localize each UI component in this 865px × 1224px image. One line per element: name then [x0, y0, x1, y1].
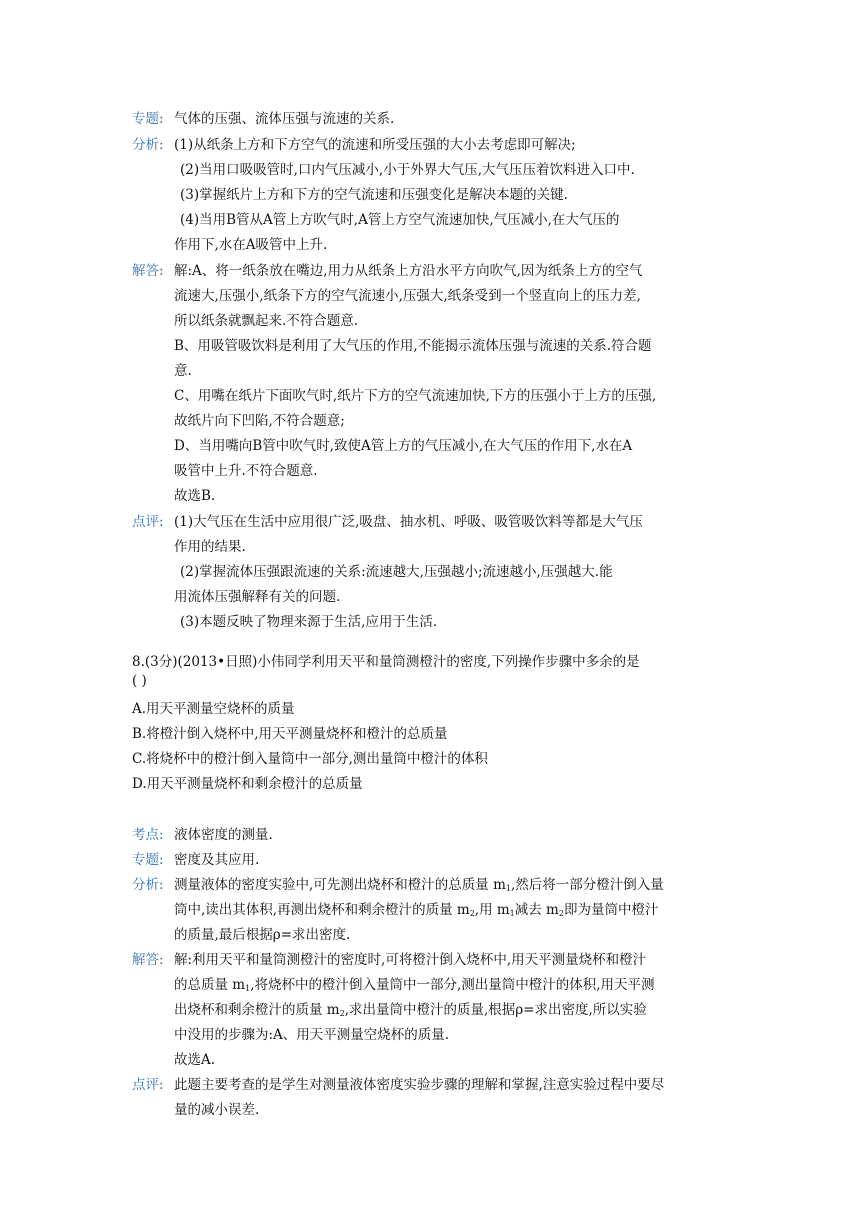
jieda-line: 故选B. [174, 488, 216, 504]
fenxi-row [132, 133, 737, 153]
jieda-row [132, 259, 737, 279]
option-c: C.将烧杯中的橙汁倒入量筒中一部分,测出量筒中橙汁的体积 [132, 751, 488, 767]
dianping-line: (1)大气压在生活中应用很广泛,吸盘、抽水机、呼吸、吸管吸饮料等都是大气压 [174, 514, 643, 530]
jieda-line: 中没用的步骤为:A、用天平测量空烧杯的质量. [174, 1027, 450, 1043]
jieda-line: 所以纸条就飘起来.不符合题意. [174, 313, 359, 329]
jieda-line: 意. [174, 363, 192, 379]
kaodian-label: 考点: [132, 827, 164, 843]
fenxi-line: (3)掌握纸片上方和下方的空气流速和压强变化是解决本题的关键. [180, 187, 568, 203]
fenxi-line: 测量液体的密度实验中,可先测出烧杯和橙汁的总质量 $m_1$,然后将一部分橙汁倒入量 [174, 877, 664, 893]
jieda-row [132, 948, 737, 968]
jieda-line: 的总质量 $m_1$,将烧杯中的橙汁倒入量筒中一部分,测出量筒中橙汁的体积,用天平测 [174, 977, 655, 993]
dianping-line: (2)掌握流体压强跟流速的关系:流速越大,压强越小;流速越小,压强越大.能 [180, 564, 613, 580]
jieda-line: 故选A. [174, 1052, 216, 1068]
zhuanti-row [132, 848, 737, 868]
option-a: A.用天平测量空烧杯的质量 [132, 701, 295, 717]
fenxi-row [132, 873, 737, 893]
kaodian-text: 液体密度的测量. [174, 827, 273, 843]
dianping-row [132, 510, 737, 530]
fenxi-label: 分析: [132, 877, 164, 893]
jieda-line: 解:利用天平和量筒测橙汁的密度时,可将橙汁倒入烧杯中,用天平测量烧杯和橙汁 [174, 952, 647, 968]
option-d: D.用天平测量烧杯和剩余橙汁的总质量 [132, 776, 363, 792]
question-8-blank: ( ) [132, 673, 147, 689]
dianping-row [132, 1073, 737, 1093]
zhuanti-row [132, 107, 737, 127]
jieda-line: 故纸片向下凹陷,不符合题意; [174, 413, 345, 429]
jieda-line: C、用嘴在纸片下面吹气时,纸片下方的空气流速加快,下方的压强小于上方的压强, [174, 388, 657, 404]
jieda-label: 解答: [132, 952, 164, 968]
fenxi-line: (2)当用口吸吸管时,口内气压减小,小于外界大气压,大气压压着饮料进入口中. [180, 162, 635, 178]
fenxi-line: (4)当用B管从A管上方吹气时,A管上方空气流速加快,气压减小,在大气压的 [180, 212, 620, 228]
dianping-line: (3)本题反映了物理来源于生活,应用于生活. [180, 614, 438, 630]
fenxi-label: 分析: [132, 137, 164, 153]
zhuanti-text: 密度及其应用. [174, 852, 260, 868]
dianping-line: 作用的结果. [174, 539, 246, 555]
jieda-line: B、用吸管吸饮料是利用了大气压的作用,不能揭示流体压强与流速的关系.符合题 [174, 338, 652, 354]
zhuanti-text: 气体的压强、流体压强与流速的关系. [174, 111, 395, 127]
fenxi-line: 筒中,读出其体积,再测出烧杯和剩余橙汁的质量 $m_2$,用 $m_1$减去 $m_2$即为量筒中橙汁 [174, 902, 659, 918]
jieda-line: 出烧杯和剩余橙汁的质量 $m_2$,求出量筒中橙汁的质量,根据ρ=求出密度,所以实验 [174, 1002, 647, 1018]
jieda-line: 流速大,压强小,纸条下方的空气流速小,压强大,纸条受到一个竖直向上的压力差, [174, 288, 641, 304]
fenxi-line: 的质量,最后根据ρ=求出密度. [174, 927, 351, 943]
zhuanti-label: 专题: [132, 852, 164, 868]
question-8-stem: 8.(3分)(2013•日照)小伟同学利用天平和量筒测橙汁的密度,下列操作步骤中多余的是 [132, 654, 640, 670]
dianping-label: 点评: [132, 1077, 164, 1093]
jieda-label: 解答: [132, 263, 164, 279]
option-b: B.将橙汁倒入烧杯中,用天平测量烧杯和橙汁的总质量 [132, 726, 448, 742]
dianping-line: 用流体压强解释有关的问题. [174, 589, 341, 605]
fenxi-line: 作用下,水在A吸管中上升. [174, 237, 328, 253]
fenxi-line: (1)从纸条上方和下方空气的流速和所受压强的大小去考虑即可解决; [174, 137, 576, 153]
jieda-line: 解:A、将一纸条放在嘴边,用力从纸条上方沿水平方向吹气,因为纸条上方的空气 [174, 263, 643, 279]
jieda-line: D、当用嘴向B管中吹气时,致使A管上方的气压减小,在大气压的作用下,水在A [174, 438, 633, 454]
dianping-line: 此题主要考查的是学生对测量液体密度实验步骤的理解和掌握,注意实验过程中要尽 [174, 1077, 665, 1093]
zhuanti-label: 专题: [132, 111, 164, 127]
dianping-line: 量的减小误差. [174, 1102, 260, 1118]
kaodian-row [132, 823, 737, 843]
jieda-line: 吸管中上升.不符合题意. [174, 463, 318, 479]
dianping-label: 点评: [132, 514, 164, 530]
